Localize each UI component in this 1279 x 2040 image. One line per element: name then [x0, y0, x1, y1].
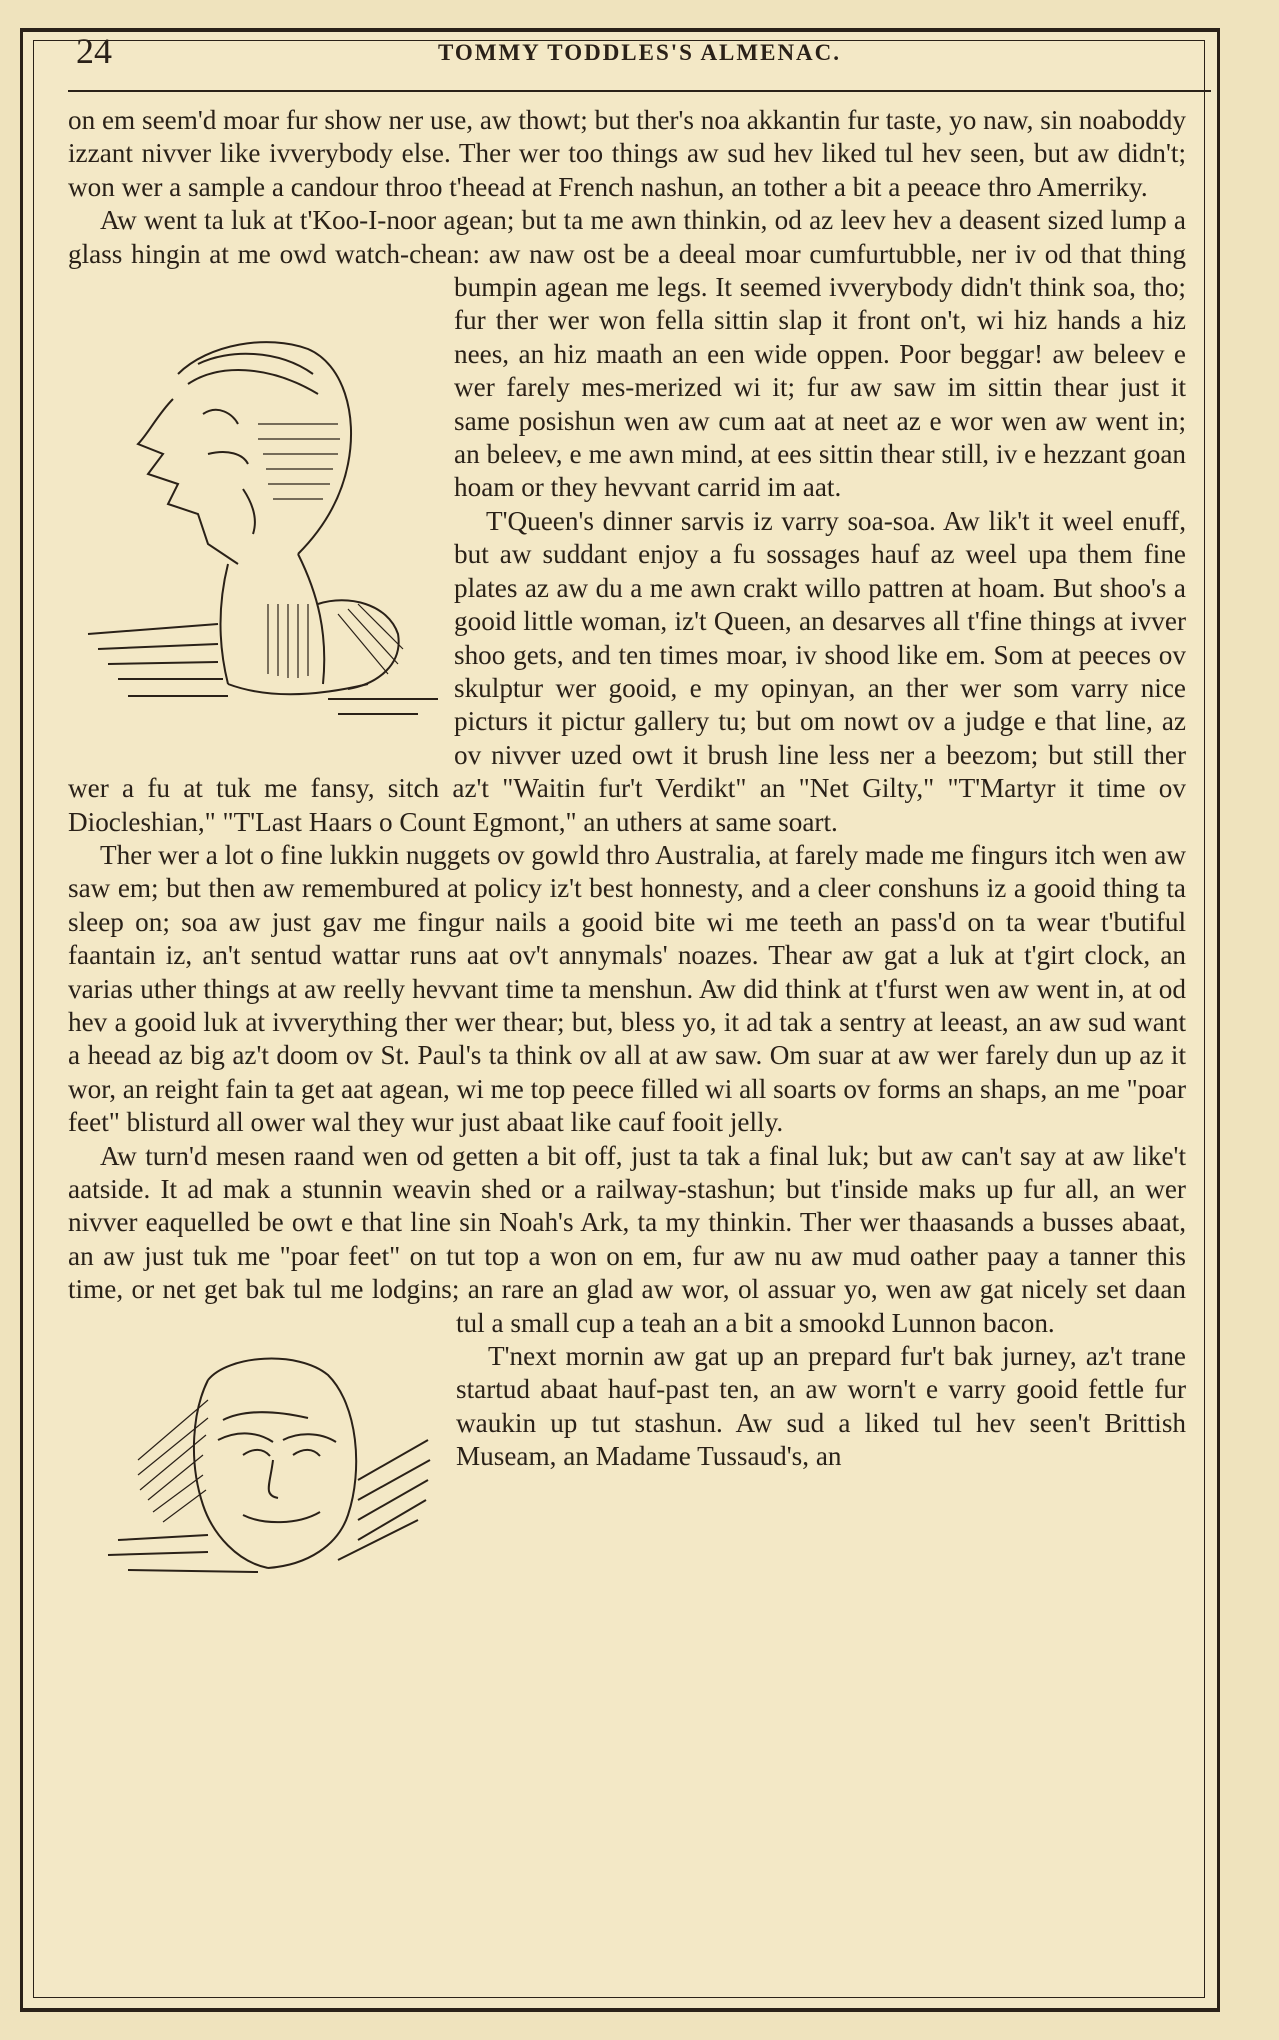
caricature-face-cap-icon — [58, 1340, 448, 1580]
caricature-face-seated-icon — [68, 304, 446, 744]
paragraph-5-text: Aw turn'd mesen raand wen od getten a bit off, just ta tak a final luk; but aw can't say at aw like't aatside. It ad mak a stunnin weavin shed or a railway-stashun; but t'inside maks up fur all, an wer nivver eaquelled be owt e that line sin Noah's Ark, ta my thinkin. Ther wer thaasands a busses abaat, an aw just tuk me "poar feet" on tut top a won on em, fur aw nu aw mud oather paay a tanner this time, or net get bak tul me lodgins; an rare an glad aw wor, ol assuar yo, wen aw gat nicely set daan tul a small cup a teah an a bit a smookd Lunnon bacon. — [68, 1140, 1186, 1338]
paragraph-2 — [68, 204, 1186, 505]
running-header — [52, 26, 1227, 76]
paragraph-4: Ther wer a lot o fine lukkin nuggets ov gowld thro Australia, at farely made me fingurs itch wen aw saw em; but then aw remembured at policy iz't best honnesty, and a cleer conshuns iz a gooid thing ta sleep on; soa aw just gav me fingur nails a gooid bite wi me teeth an pass'd on ta wear t'butiful faantain iz, an't sentud wattar runs aat ov't annymals' noazes. Thear aw gat a luk at t'girt clock, an varias uther things at aw reelly hevvant time ta menshun. Aw did think at t'furst wen aw went in, at od hev a gooid luk at ivverything ther wer thear; but, bless yo, it ad tak a sentry at leeast, an aw sud want a heead az big az't doom ov St. Paul's ta think ov all at aw saw. Om suar at aw wer farely dun up az it wor, an reight fain ta get aat agean, wi me top peece filled wi all soarts ov forms an shaps, an me "poar feet" blisturd all ower wal they wur just abaat like cauf fooit jelly. — [68, 839, 1186, 1138]
paragraph-1: on em seem'd moar fur show ner use, aw thowt; but ther's noa akkantin fur taste, yo naw, sin noaboddy izzant nivver like ivverybody else. Ther wer too things aw sud hev liked tul hev seen, but aw didn't; won wer a sample a candour throo t'heead at French nashun, an tother a bit a peeace thro Amerriky. — [68, 105, 1186, 202]
header-rule — [68, 90, 1211, 92]
paragraph-3: T'Queen's dinner sarvis iz varry soa-soa. Aw lik't it weel enuff, but aw suddant enjoy a fu sossages hauf az weel upa them fine plates az aw du a me awn crakt willo pattren at hoam. But shoo's a gooid little woman, iz't Queen, an desarves all t'fine things at ivver shoo gets, and ten times moar, iv shood like em. Som at peeces ov skulptur wer gooid, e my opinyan, an ther wer som varry nice picturs it pictur gallery tu; but om nowt ov a judge e that line, az ov nivver uzed owt it brush line less ner a beezom; but still ther wer a fu at tuk me fansy, sitch az't "Waitin fur't Verdikt" an "Net Gilty," "T'Martyr it time ov Diocleshian," "T'Last Haars o Count Egmont," an uthers at same soart. — [68, 505, 1186, 837]
page-number: 24 — [76, 31, 112, 71]
illustration-1-drawing — [68, 304, 446, 744]
running-title: TOMMY TODDLES'S ALMENAC. — [437, 40, 842, 65]
paragraph-2-text: Aw went ta luk at t'Koo-I-noor agean; but ta me awn thinkin, od az leev hev a deasent sized lump a glass hingin at me owd watch-chean: aw naw ost be a deeal moar cumfurtubble, ner iv od that thing bumpin agean me legs. It seemed ivverybody didn't think soa, tho; fur ther wer won fella sittin slap it front on't, wi hiz hands a hiz nees, an hiz maath an een wide oppen. Poor beggar! aw beleev e wer farely mes-merized wi it; fur aw saw im sittin thear just it same posishun wen aw cum aat at neet az e wor wen aw went in; an beleev, e me awn mind, at ees sittin thear still, iv e hezzant goan hoam or they hevvant carrid im aat. — [68, 205, 1186, 503]
paragraph-6: T'next mornin aw gat up an prepard fur't bak jurney, az't trane startud abaat hauf-past ten, an aw worn't e varry gooid fettle fur waukin up tut stashun. Aw sud a liked tul hev seen't Brittish Museam, an Madame Tussaud's, an — [456, 1341, 1186, 1472]
illustration-2-drawing — [58, 1340, 448, 1580]
article-body — [68, 104, 1186, 1580]
paragraph-5 — [68, 1140, 1186, 1340]
